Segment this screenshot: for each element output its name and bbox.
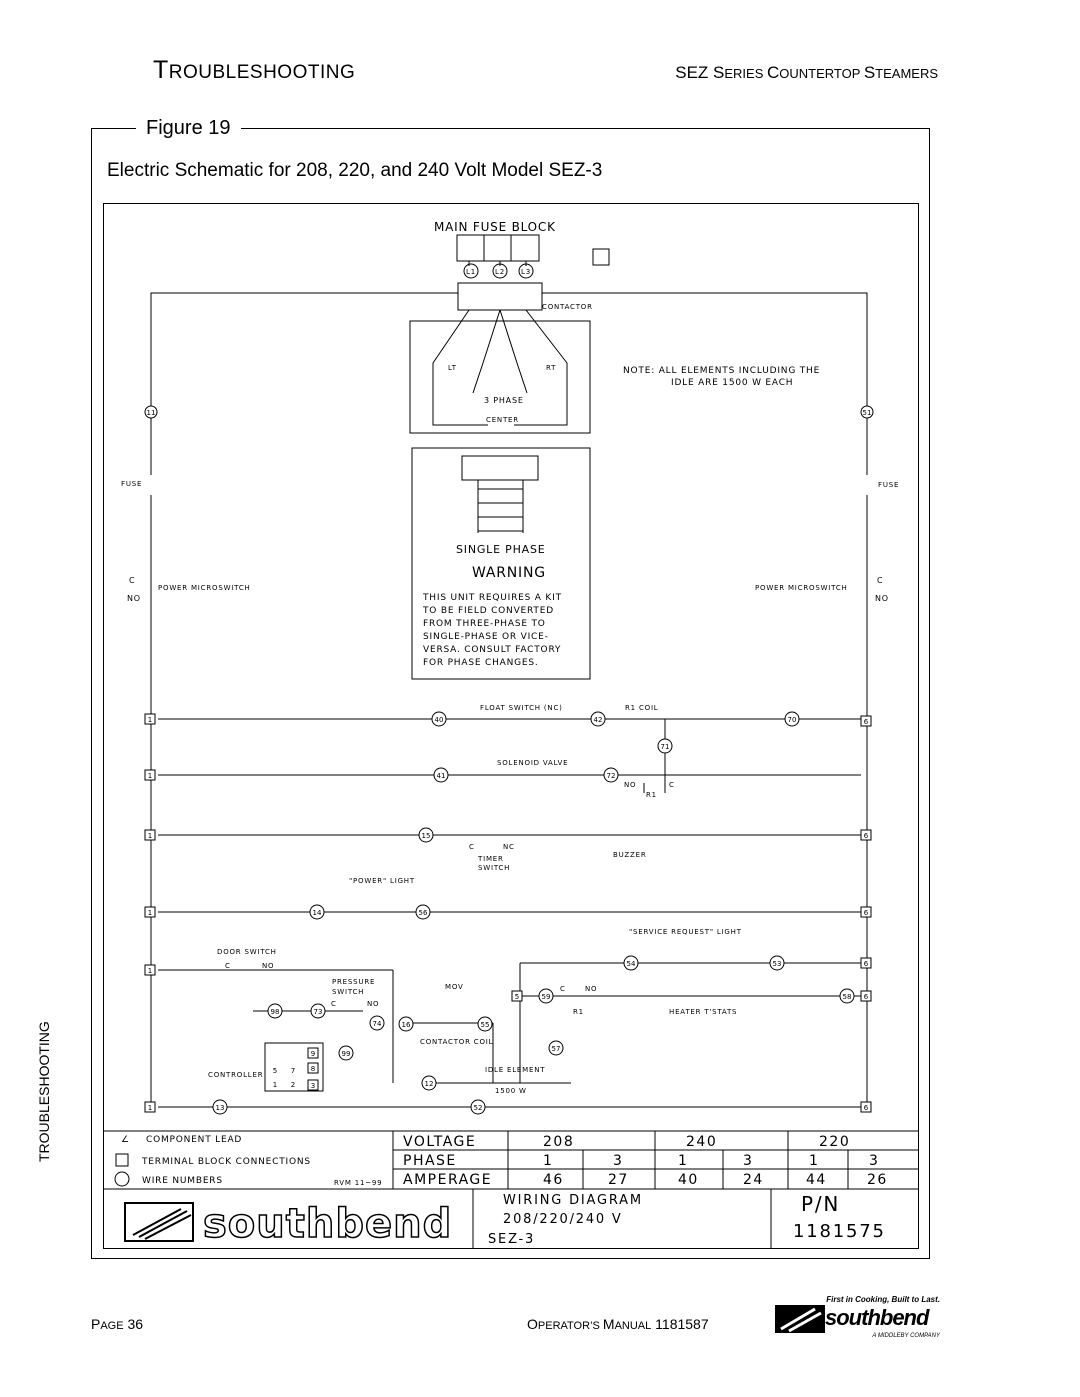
float-switch-label: FLOAT SWITCH (NC) <box>480 704 563 712</box>
amperage-value: 44 <box>806 1172 827 1188</box>
r1-coil-label: R1 COIL <box>625 704 659 712</box>
amperage-value: 46 <box>543 1172 564 1188</box>
power-microswitch-right-label: POWER MICROSWITCH <box>755 584 848 592</box>
warning-text-line: FROM THREE-PHASE TO <box>423 619 546 629</box>
mov-label: MOV <box>445 983 464 991</box>
svg-text:70: 70 <box>787 716 797 724</box>
svg-text:98: 98 <box>270 1008 280 1016</box>
no-r1-label: NO <box>624 781 637 789</box>
wire-number <box>785 712 799 726</box>
amperage-value: 26 <box>867 1172 888 1188</box>
lt-label: LT <box>448 364 457 372</box>
main-fuse-block <box>457 235 539 261</box>
contactor-coil-label: CONTACTOR COIL <box>420 1038 494 1046</box>
legend-wire-numbers: WIRE NUMBERS <box>142 1176 223 1186</box>
service-light-label: "SERVICE REQUEST" LIGHT <box>629 928 742 936</box>
svg-text:1: 1 <box>147 1104 153 1112</box>
no-door-label: NO <box>262 962 275 970</box>
svg-text:6: 6 <box>863 1104 869 1112</box>
wire-number <box>311 1004 325 1018</box>
heater-tstats-label: HEATER T'STATS <box>669 1008 738 1016</box>
terminal-number <box>145 714 155 724</box>
svg-text:52: 52 <box>473 1104 483 1112</box>
buzzer-label: BUZZER <box>613 851 647 859</box>
svg-text:51: 51 <box>862 409 872 417</box>
manual-number: OPERATOR’S MANUAL 1181587 <box>527 1316 709 1332</box>
terminal-number <box>308 1063 318 1073</box>
warning-text-line: THIS UNIT REQUIRES A KIT <box>423 593 562 603</box>
figure-title: Electric Schematic for 208, 220, and 240 Volt Model SEZ-3 <box>107 160 603 181</box>
door-switch-label: DOOR SWITCH <box>217 948 277 956</box>
logo-tagline: First in Cooking, Built to Last. <box>826 1295 940 1304</box>
phase-value: 3 <box>613 1153 624 1169</box>
wire-number <box>268 1004 282 1018</box>
wire-number <box>145 406 157 418</box>
amperage-label: AMPERAGE <box>403 1172 493 1188</box>
c-door-label: C <box>225 962 231 970</box>
svg-text:6: 6 <box>863 993 869 1001</box>
svg-text:3: 3 <box>310 1082 316 1090</box>
svg-text:56: 56 <box>418 909 428 917</box>
power-microswitch-left-label: POWER MICROSWITCH <box>158 584 251 592</box>
wire-number <box>539 989 553 1003</box>
legend-lead-symbol: ∠ <box>121 1135 130 1145</box>
svg-text:54: 54 <box>626 960 636 968</box>
terminal-number <box>308 1048 318 1058</box>
svg-text:1: 1 <box>147 967 153 975</box>
controller-label: CONTROLLER <box>208 1071 264 1079</box>
svg-text:1: 1 <box>147 832 153 840</box>
voltage-value: 220 <box>819 1134 851 1150</box>
pn-value: 1181575 <box>793 1221 886 1242</box>
voltage-value: 208 <box>543 1134 575 1150</box>
phase-value: 1 <box>543 1153 554 1169</box>
wire-number <box>339 1046 353 1060</box>
svg-text:6: 6 <box>863 960 869 968</box>
svg-text:1: 1 <box>147 716 153 724</box>
wire-number <box>478 1017 492 1031</box>
c-left-label: C <box>129 576 136 585</box>
svg-text:11: 11 <box>146 409 156 417</box>
fuse-left-label: FUSE <box>121 480 143 488</box>
c-r1-label-2: C <box>560 985 566 993</box>
controller-pin: 1 <box>272 1081 278 1089</box>
svg-text:14: 14 <box>312 909 322 917</box>
svg-text:99: 99 <box>341 1050 351 1058</box>
center-label: CENTER <box>486 416 519 424</box>
svg-text:16: 16 <box>401 1021 411 1029</box>
svg-text:73: 73 <box>313 1008 323 1016</box>
wire-number <box>432 712 446 726</box>
svg-text:72: 72 <box>606 772 616 780</box>
series-title: SEZ SERIES COUNTERTOP STEAMERS <box>675 63 938 82</box>
terminal-number <box>145 830 155 840</box>
note-line-2: IDLE ARE 1500 W EACH <box>671 378 794 388</box>
svg-text:1: 1 <box>147 909 153 917</box>
svg-text:55: 55 <box>480 1021 490 1029</box>
wire-number <box>471 1100 485 1114</box>
wire-number <box>416 905 430 919</box>
warning-text-line: TO BE FIELD CONVERTED <box>423 606 554 616</box>
logo-subtitle: A MIDDLEBY COMPANY <box>872 1333 940 1339</box>
switch-label-2: SWITCH <box>332 988 365 996</box>
svg-text:40: 40 <box>434 716 444 724</box>
warning-text-line: SINGLE-PHASE OR VICE- <box>423 632 549 642</box>
single-phase-label: SINGLE PHASE <box>456 543 546 556</box>
figure-label: Figure 19 <box>136 117 241 140</box>
warning-text-line: FOR PHASE CHANGES. <box>423 658 539 668</box>
svg-text:8: 8 <box>310 1065 316 1073</box>
l3-label: L3 <box>521 268 531 276</box>
pressure-label: PRESSURE <box>332 978 376 986</box>
svg-text:6: 6 <box>863 832 869 840</box>
ground-icon <box>593 249 609 265</box>
wiring-volts-label: 208/220/240 V <box>503 1212 623 1227</box>
phase-value: 3 <box>743 1153 754 1169</box>
no-r1-label-2: NO <box>585 985 598 993</box>
l2-label: L2 <box>495 268 505 276</box>
idle-watts-label: 1500 W <box>495 1087 527 1095</box>
note-line-1: NOTE: ALL ELEMENTS INCLUDING THE <box>623 366 821 376</box>
svg-text:74: 74 <box>372 1020 382 1028</box>
idle-element-label: IDLE ELEMENT <box>485 1066 546 1074</box>
wire-number <box>370 1016 384 1030</box>
svg-text:53: 53 <box>772 960 782 968</box>
side-section-label: TROUBLESHOOTING <box>36 1021 52 1162</box>
c-right-label: C <box>877 576 884 585</box>
brand-logo-mark <box>125 1203 193 1241</box>
voltage-label: VOLTAGE <box>403 1134 477 1150</box>
wire-number <box>840 989 854 1003</box>
terminal-number <box>861 991 871 1001</box>
terminal-number <box>861 1102 871 1112</box>
wire-number <box>434 768 448 782</box>
warning-label: WARNING <box>472 565 546 581</box>
phase-value: 1 <box>678 1153 689 1169</box>
wire-number <box>549 1041 563 1055</box>
amperage-value: 27 <box>608 1172 629 1188</box>
wire-number <box>604 768 618 782</box>
terminal-number <box>145 770 155 780</box>
r1-label: R1 <box>646 791 657 799</box>
pn-label: P/N <box>801 1192 841 1216</box>
contactor-label: CONTACTOR <box>542 303 593 311</box>
no-left-label: NO <box>127 594 141 603</box>
voltage-value: 240 <box>686 1134 718 1150</box>
nc-timer-label: NC <box>503 843 515 851</box>
section-title: TROUBLESHOOTING <box>153 56 356 84</box>
brand-name: southbend <box>203 1201 453 1247</box>
wire-number <box>658 739 672 753</box>
power-light-label: "POWER" LIGHT <box>349 877 415 885</box>
controller-pin: 2 <box>290 1081 296 1089</box>
terminal-number <box>861 716 871 726</box>
legend-component-lead: COMPONENT LEAD <box>146 1135 243 1145</box>
terminal-number <box>861 907 871 917</box>
contactor-block <box>458 283 542 310</box>
wire-number <box>624 956 638 970</box>
logo-mark-icon <box>775 1305 825 1333</box>
phase-value: 1 <box>809 1153 820 1169</box>
legend-terminal-block: TERMINAL BLOCK CONNECTIONS <box>142 1157 311 1167</box>
svg-text:12: 12 <box>424 1080 434 1088</box>
wire-number <box>770 956 784 970</box>
wire-number <box>861 406 873 418</box>
svg-text:15: 15 <box>421 832 431 840</box>
terminal-number <box>145 1102 155 1112</box>
svg-text:6: 6 <box>863 718 869 726</box>
terminal-number <box>512 991 522 1001</box>
svg-text:6: 6 <box>863 909 869 917</box>
no-right-label: NO <box>875 594 889 603</box>
timer-label: TIMER <box>478 855 504 863</box>
no-pressure-label: NO <box>367 1000 380 1008</box>
controller-pin: 5 <box>272 1067 278 1075</box>
solenoid-valve-label: SOLENOID VALVE <box>497 759 569 767</box>
wire-number <box>591 712 605 726</box>
phase-value: 3 <box>869 1153 880 1169</box>
svg-text:71: 71 <box>660 743 670 751</box>
svg-text:59: 59 <box>541 993 551 1001</box>
phase-label: PHASE <box>403 1153 457 1169</box>
main-fuse-block-label: MAIN FUSE BLOCK <box>434 220 556 234</box>
l1-label: L1 <box>466 268 476 276</box>
svg-text:5: 5 <box>514 993 520 1001</box>
terminal-number <box>308 1080 318 1090</box>
c-timer-label: C <box>469 843 475 851</box>
wiring-diagram-label: WIRING DIAGRAM <box>503 1193 643 1208</box>
switch-label: SWITCH <box>478 864 511 872</box>
c-pressure-label: C <box>331 1000 337 1008</box>
rvm-label: RVM 11~99 <box>334 1179 383 1187</box>
svg-text:41: 41 <box>436 772 446 780</box>
svg-text:42: 42 <box>593 716 603 724</box>
c-r1-label: C <box>669 781 675 789</box>
logo-name: southbend <box>825 1305 929 1330</box>
wire-number <box>310 905 324 919</box>
wire-number <box>213 1100 227 1114</box>
terminal-number <box>145 965 155 975</box>
three-phase-label: 3 PHASE <box>484 396 524 405</box>
page-number: PAGE 36 <box>91 1316 144 1332</box>
warning-text-line: VERSA. CONSULT FACTORY <box>423 645 562 655</box>
amperage-value: 40 <box>678 1172 699 1188</box>
terminal-number <box>861 830 871 840</box>
svg-text:9: 9 <box>310 1050 316 1058</box>
amperage-value: 24 <box>743 1172 764 1188</box>
wire-number <box>399 1017 413 1031</box>
svg-text:1: 1 <box>147 772 153 780</box>
wiring-schematic <box>103 203 919 1249</box>
svg-text:58: 58 <box>842 993 852 1001</box>
wire-number <box>422 1076 436 1090</box>
wire-number <box>419 828 433 842</box>
fuse-right-label: FUSE <box>878 481 900 489</box>
footer-logo <box>775 1295 940 1343</box>
wiring-model-label: SEZ-3 <box>488 1232 536 1247</box>
rt-label: RT <box>546 364 557 372</box>
svg-text:57: 57 <box>551 1045 561 1053</box>
terminal-number <box>145 907 155 917</box>
r1-label-2: R1 <box>573 1008 584 1016</box>
terminal-number <box>861 958 871 968</box>
controller-pin: 7 <box>290 1067 296 1075</box>
svg-text:13: 13 <box>215 1104 225 1112</box>
